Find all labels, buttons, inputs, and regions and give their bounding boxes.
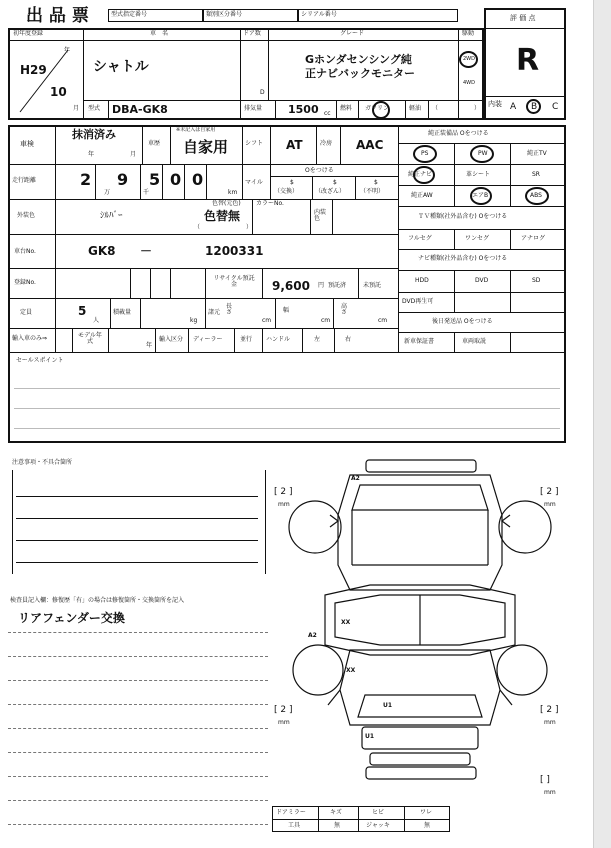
- after-manual: 車両取説: [462, 338, 487, 345]
- first-reg-year: H29: [20, 63, 47, 77]
- color-change-value: 色替無: [204, 209, 241, 223]
- mileage-sen: 千: [143, 189, 150, 196]
- history-label: 車歴: [148, 140, 161, 147]
- fuel-gasoline: ガソリン: [365, 105, 390, 112]
- tv-fullseg: フルセグ: [408, 235, 432, 242]
- tv-title: ＴＶ種類(社外品含む) Oをつける: [418, 213, 508, 220]
- shaken-month-unit: 月: [130, 151, 137, 158]
- mileage-man: 万: [104, 189, 111, 196]
- shift-label: シフト: [245, 140, 264, 147]
- equip-navi: 純正ナビ: [408, 171, 433, 178]
- equip-abs: ABS: [530, 192, 542, 199]
- equip-pw-circle: [470, 145, 494, 163]
- doors-label: ドア数: [243, 30, 261, 37]
- mileage-mark-2: $: [333, 179, 337, 186]
- capacity-label: 定員: [20, 309, 33, 316]
- evaluation-label: 評 価 点: [510, 14, 536, 22]
- car-name-label: 車 名: [150, 30, 169, 37]
- exterior-color-label: 外装色: [17, 212, 36, 219]
- tv-analog: アナログ: [521, 235, 546, 242]
- history-value: 自家用: [183, 138, 229, 156]
- displacement-label: 排気量: [244, 105, 263, 112]
- chassis-number: 1200331: [205, 244, 264, 258]
- exterior-color-value: ｼﾙﾊﾞｰ: [100, 211, 123, 221]
- recycle-label: リサイクル預託金: [213, 275, 255, 288]
- recycle-paid: 預託済: [328, 282, 347, 289]
- recycle-value: 9,600: [272, 279, 310, 293]
- scroll-strip[interactable]: [593, 0, 611, 848]
- length-label: 長さ: [226, 303, 233, 316]
- width-label: 幅: [283, 307, 290, 314]
- serial-label: シリアル番号: [301, 11, 337, 18]
- first-reg-month: 10: [50, 85, 67, 99]
- acc-jack-value: 無: [424, 822, 431, 829]
- drive-4wd: 4WD: [463, 80, 475, 86]
- mileage-km: km: [228, 189, 238, 196]
- capacity-unit: 人: [93, 317, 100, 324]
- mileage-digit-3: 5: [149, 170, 161, 189]
- tire-rear-right-depth: [ 2 ]: [540, 705, 559, 715]
- tire-front-right-mm: mm: [544, 501, 556, 508]
- equip-tv: 純正TV: [527, 150, 547, 157]
- tire-front-left-depth: [ 2 ]: [274, 487, 293, 497]
- interior-label: 内装: [488, 100, 502, 108]
- color-change-label: 色替(元色): [212, 200, 241, 207]
- tire-front-left-mm: mm: [278, 501, 290, 508]
- history-note: ※未記入は自家用: [176, 127, 216, 133]
- registration-no-label: 登録No.: [14, 279, 36, 286]
- color-paren-open: （: [194, 224, 201, 231]
- model-year-unit: 年: [146, 342, 153, 349]
- grade-label: グレード: [340, 30, 365, 37]
- navi-sd: SD: [532, 277, 541, 284]
- evaluation-score: R: [516, 43, 540, 78]
- fuel-diesel: 軽油: [409, 105, 422, 112]
- equip-aw: 純正AW: [411, 192, 433, 199]
- acc-tools-value: 無: [334, 822, 341, 829]
- chassis-prefix: GK8: [88, 244, 116, 258]
- model-value: DBA-GK8: [112, 103, 168, 116]
- chassis-dash: －: [140, 244, 153, 258]
- mileage-digit-4: 0: [170, 170, 182, 189]
- mileage-label: 走行距離: [12, 177, 37, 184]
- drive-label: 駆動: [462, 30, 475, 37]
- displacement-value: 1500: [288, 103, 319, 116]
- color-paren-close: ）: [246, 224, 253, 231]
- capacity-value: 5: [78, 304, 87, 318]
- tire-rear-right-mm: mm: [544, 719, 556, 726]
- navi-title: ナビ種類(社外品含む) Oをつける: [418, 255, 508, 262]
- year-diagonal: [8, 40, 83, 120]
- diagram-mark-u1-2: U1: [365, 733, 375, 740]
- equip-ps-circle: [413, 145, 437, 163]
- equip-airbag-circle: [470, 187, 492, 205]
- grade-line2: 正ナビバックモニター: [305, 67, 415, 80]
- dims-label: 諸元: [208, 309, 221, 316]
- mileage-opt-unknown: （不明）: [360, 188, 385, 195]
- chassis-label: 車台No.: [14, 248, 36, 255]
- inspector-title: 検査員記入欄：修復歴「有」の場合は修復箇所・交換箇所を記入: [10, 597, 185, 604]
- interior-b: B: [531, 102, 538, 112]
- shaken-status: 抹消済み: [72, 128, 116, 141]
- interior-c: C: [552, 102, 559, 112]
- import-parallel: 並行: [240, 336, 253, 343]
- equip-sr: SR: [532, 171, 540, 178]
- acc-scratch: キズ: [330, 809, 342, 816]
- interior-a: A: [510, 102, 517, 112]
- interior-b-circle: [526, 99, 541, 114]
- after-warranty: 新車保証書: [404, 338, 435, 345]
- model-designation-label: 型式指定番号: [111, 11, 148, 18]
- displacement-unit: cc: [324, 110, 331, 117]
- notes-title: 注意事項・不具合箇所: [12, 459, 73, 466]
- navi-hdd: HDD: [415, 277, 429, 284]
- dvd-playback-label: DVD再生可: [402, 298, 434, 305]
- length-unit: cm: [262, 317, 272, 324]
- shaken-label: 車検: [20, 140, 34, 148]
- drive-2wd: 2WD: [463, 56, 475, 62]
- after-title: 後日発送品 Oをつける: [432, 318, 493, 325]
- year-unit: 年: [64, 47, 71, 54]
- tv-oneseg: ワンセグ: [465, 235, 490, 242]
- acc-mirror: ドアミラー: [276, 809, 306, 816]
- first-reg-label: 初年度登録: [13, 30, 44, 37]
- model-year-label: モデル年式: [78, 332, 102, 345]
- acc-tools: 工具: [288, 822, 301, 829]
- fuel-circle: [372, 101, 390, 119]
- tire-rear-left-depth: [ 2 ]: [274, 705, 293, 715]
- equip-leather: 革シート: [466, 171, 491, 178]
- interior-color-label: 内装色: [314, 209, 327, 222]
- tire-front-right-depth: [ 2 ]: [540, 487, 559, 497]
- mileage-opt-tampered: （改ざん）: [315, 188, 346, 195]
- inspector-repair: リアフェンダー交換: [18, 611, 125, 625]
- diagram-mark-xx-1: XX: [341, 619, 351, 626]
- load-label: 積載量: [113, 309, 132, 316]
- page-title: 出 品 票: [26, 6, 89, 26]
- ac-value: AAC: [356, 138, 384, 152]
- handle-label: ハンドル: [266, 336, 291, 343]
- mileage-opt-exchange: （交換）: [274, 188, 299, 195]
- model-label: 型式: [88, 105, 101, 112]
- tire-spare-mm: mm: [544, 789, 556, 796]
- load-unit: kg: [190, 317, 198, 324]
- tire-spare-depth: [ ]: [540, 775, 550, 785]
- mileage-mark-1: $: [290, 179, 294, 186]
- handle-left: 左: [314, 336, 321, 343]
- acc-break: ワレ: [420, 809, 433, 816]
- shift-value: AT: [286, 138, 303, 152]
- acc-jack: ジャッキ: [366, 822, 390, 829]
- mileage-mile: マイル: [245, 179, 263, 186]
- equipment-title: 純正装備品 Oをつける: [428, 130, 489, 137]
- width-unit: cm: [321, 317, 331, 324]
- fuel-other-close: ）: [474, 105, 481, 112]
- height-unit: cm: [378, 317, 388, 324]
- car-diagram: [270, 455, 570, 800]
- equip-pw: PW: [478, 150, 488, 157]
- import-label: 輸入車のみ⇒: [12, 335, 48, 342]
- height-label: 高さ: [341, 303, 348, 316]
- navi-dvd: DVD: [475, 277, 489, 284]
- sales-point-label: セールスポイント: [16, 357, 64, 364]
- diagram-mark-xx-2: XX: [346, 667, 356, 674]
- diagram-mark-u1-1: U1: [383, 702, 393, 709]
- diagram-mark-a2-side: A2: [308, 632, 317, 639]
- equip-ps: PS: [421, 150, 429, 157]
- shaken-year-unit: 年: [88, 151, 95, 158]
- category-label: 類別区分番号: [206, 11, 243, 18]
- equip-airbag: エアB: [472, 192, 489, 199]
- acc-crack: ヒビ: [372, 809, 385, 816]
- mileage-digit-2: 9: [117, 170, 129, 189]
- fuel-label: 燃料: [340, 105, 353, 112]
- color-no-label: カラーNo.: [256, 200, 284, 207]
- mileage-digit-5: 0: [192, 170, 204, 189]
- handle-right: 右: [345, 336, 352, 343]
- equip-abs-circle: [525, 187, 549, 205]
- mileage-digit-1: 2: [80, 170, 92, 189]
- mileage-circle-label: Oをつける: [305, 167, 334, 174]
- recycle-unit: 円: [318, 282, 325, 289]
- grade-line1: Gホンダセンシング純: [305, 53, 412, 66]
- equip-navi-circle: [413, 166, 435, 184]
- mileage-mark-3: $: [374, 179, 378, 186]
- car-name: シャトル: [93, 59, 149, 75]
- drive-2wd-circle: [459, 51, 478, 68]
- door-unit: D: [260, 89, 265, 96]
- ac-label: 冷房: [320, 140, 333, 147]
- tire-rear-left-mm: mm: [278, 719, 290, 726]
- month-unit: 月: [73, 105, 80, 112]
- import-type-label: 輸入区分: [159, 336, 184, 343]
- recycle-unpaid: 未預託: [363, 282, 382, 289]
- fuel-other-open: （: [432, 105, 439, 112]
- diagram-mark-a2-front: A2: [351, 475, 360, 482]
- import-dealer: ディーラー: [193, 336, 223, 343]
